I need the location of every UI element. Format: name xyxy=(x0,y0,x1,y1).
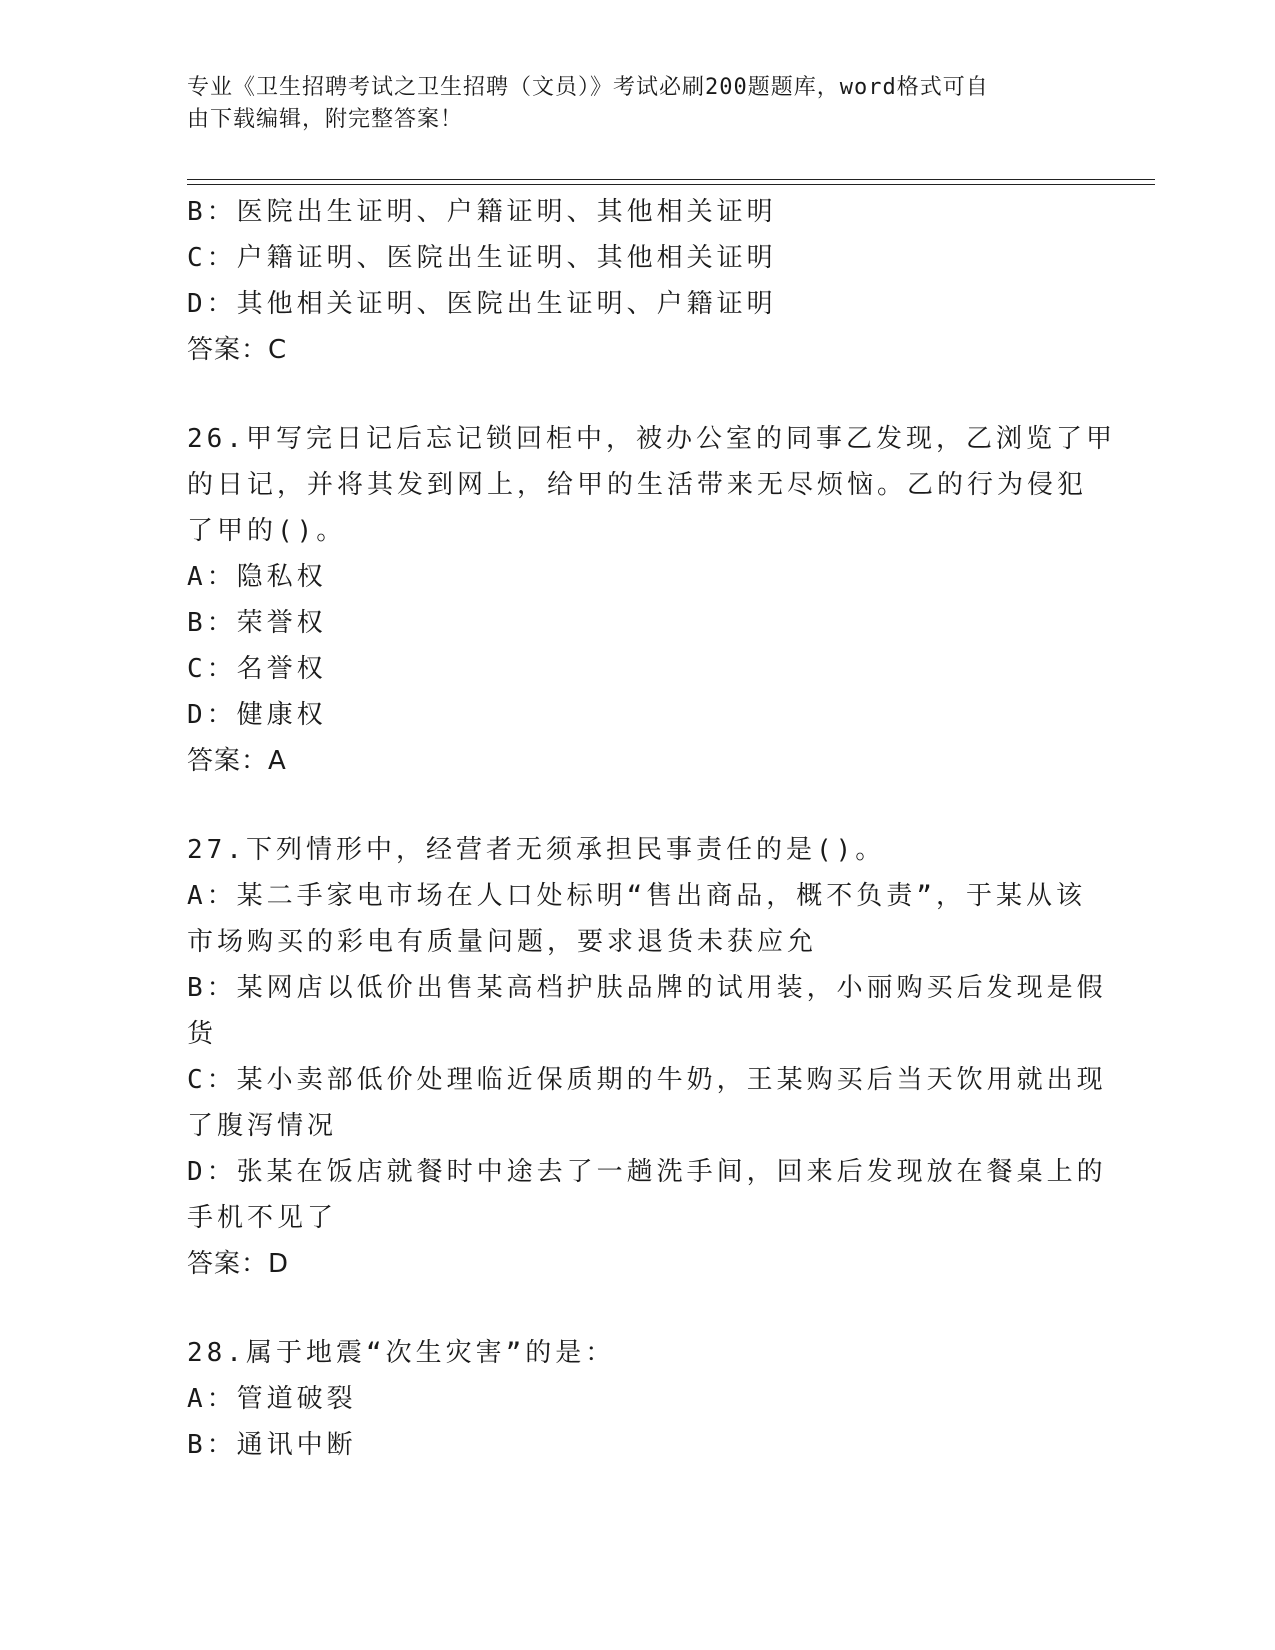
answer: 答案：A xyxy=(187,746,287,776)
option-d: D：其他相关证明、医院出生证明、户籍证明 xyxy=(187,289,777,319)
spacer xyxy=(187,1287,1087,1330)
option-d-continued: 手机不见了 xyxy=(187,1203,338,1233)
option-a-continued: 市场购买的彩电有质量问题，要求退货未获应允 xyxy=(187,927,818,957)
question-stem: 了甲的()。 xyxy=(187,516,347,546)
spacer xyxy=(187,784,1087,827)
option-a: A：某二手家电市场在人口处标明“售出商品，概不负责”，于某从该 xyxy=(187,881,1086,911)
option-b: B：医院出生证明、户籍证明、其他相关证明 xyxy=(187,197,777,227)
answer: 答案：D xyxy=(187,1249,290,1279)
header-rule-bottom xyxy=(187,184,1155,185)
option-c-continued: 了腹泻情况 xyxy=(187,1111,338,1141)
page-header xyxy=(187,72,1047,136)
option-b: B：通讯中断 xyxy=(187,1430,357,1460)
question-stem: 27.下列情形中，经营者无须承担民事责任的是()。 xyxy=(187,835,886,865)
spacer xyxy=(187,373,1087,416)
option-d: D：张某在饭店就餐时中途去了一趟洗手间，回来后发现放在餐桌上的 xyxy=(187,1157,1107,1187)
option-b-continued: 货 xyxy=(187,1019,218,1049)
header-rule-top xyxy=(187,179,1155,180)
option-c: C：名誉权 xyxy=(187,654,327,684)
option-b: B：荣誉权 xyxy=(187,608,327,638)
question-stem: 26.甲写完日记后忘记锁回柜中，被办公室的同事乙发现，乙浏览了甲 xyxy=(187,424,1116,454)
answer: 答案：C xyxy=(187,335,288,365)
option-d: D：健康权 xyxy=(187,700,327,730)
header-line-2: 由下载编辑，附完整答案！ xyxy=(187,107,464,132)
option-c: C：某小卖部低价处理临近保质期的牛奶，王某购买后当天饮用就出现 xyxy=(187,1065,1107,1095)
question-26 xyxy=(187,416,1116,784)
header-line-1: 专业《卫生招聘考试之卫生招聘（文员）》考试必刷200题题库，word格式可自 xyxy=(187,75,989,100)
question-27 xyxy=(187,827,1107,1287)
question-25 xyxy=(187,189,1087,373)
question-stem: 28.属于地震“次生灾害”的是： xyxy=(187,1338,616,1368)
option-b: B：某网店以低价出售某高档护肤品牌的试用装，小丽购买后发现是假 xyxy=(187,973,1107,1003)
option-a: A：管道破裂 xyxy=(187,1384,357,1414)
option-a: A：隐私权 xyxy=(187,562,327,592)
question-stem: 的日记，并将其发到网上，给甲的生活带来无尽烦恼。乙的行为侵犯 xyxy=(187,470,1088,500)
question-28 xyxy=(187,1330,1087,1468)
option-c: C：户籍证明、医院出生证明、其他相关证明 xyxy=(187,243,777,273)
question-list xyxy=(187,189,1116,1468)
